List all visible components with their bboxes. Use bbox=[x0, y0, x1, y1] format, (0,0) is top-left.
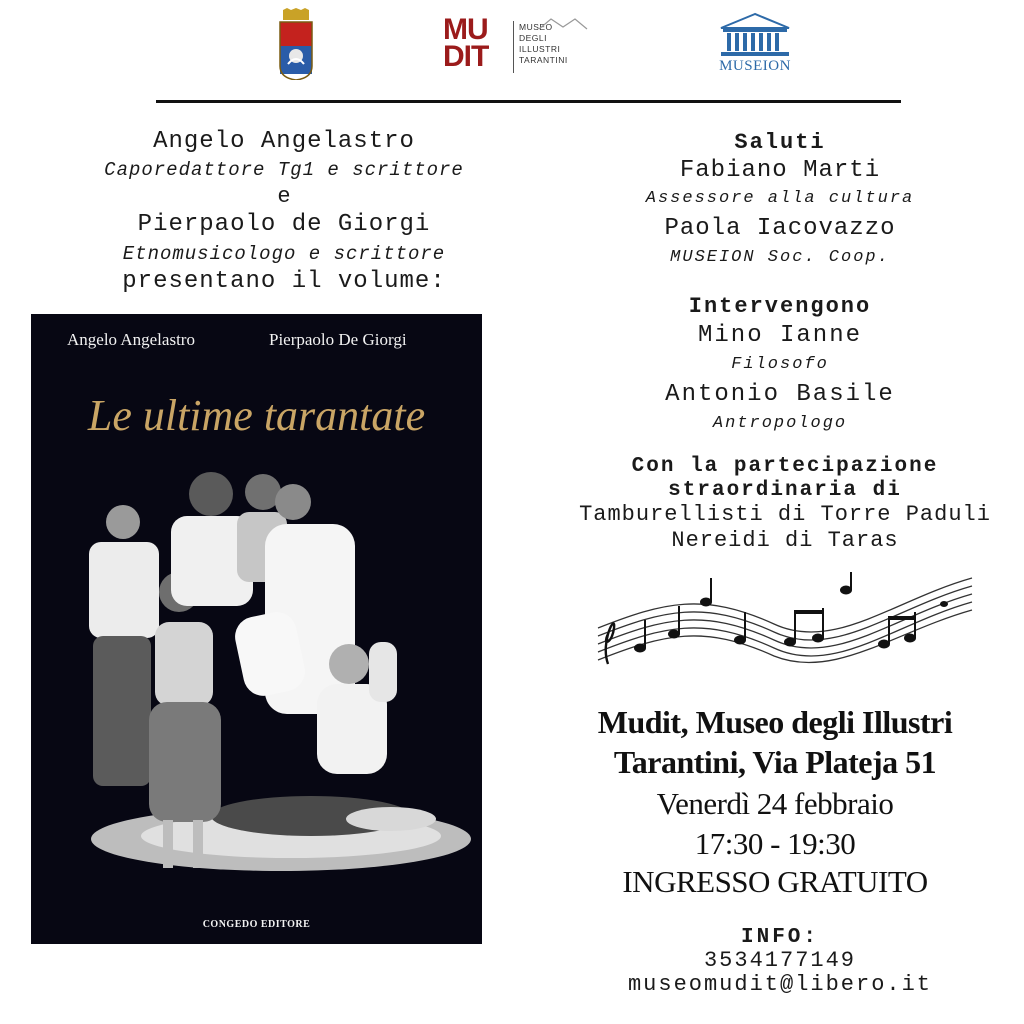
speaker2-name: Antonio Basile bbox=[665, 381, 895, 408]
event-time: 17:30 - 19:30 bbox=[694, 826, 856, 861]
speakers-heading: Intervengono bbox=[688, 294, 872, 319]
presenting-text: presentano il volume: bbox=[122, 268, 446, 295]
music-staff-icon bbox=[594, 572, 976, 682]
venue-line1: Mudit, Museo degli Illustri bbox=[597, 704, 953, 740]
speaker1-name: Mino Ianne bbox=[697, 322, 863, 349]
mudit-logo bbox=[443, 13, 589, 78]
temple-icon bbox=[713, 12, 797, 58]
guest2: Nereidi di Taras bbox=[671, 528, 899, 553]
info-phone: 3534177149 bbox=[703, 948, 857, 973]
info-label: INFO: bbox=[740, 926, 819, 949]
greet2-name: Paola Iacovazzo bbox=[664, 215, 896, 242]
guest-performers bbox=[560, 502, 1010, 554]
presenter2-role: Etnomusicologo e scrittore bbox=[122, 243, 446, 265]
greet1-name: Fabiano Marti bbox=[679, 157, 881, 184]
conjunction-text: e bbox=[277, 184, 291, 209]
presenter2-name: Pierpaolo de Giorgi bbox=[137, 211, 431, 238]
header-divider bbox=[156, 100, 901, 103]
museion-logo-text: MUSEION bbox=[719, 58, 791, 74]
mudit-logo-caption: MUSEO DEGLI ILLUSTRI TARANTINI bbox=[519, 22, 568, 65]
book-cover bbox=[31, 314, 482, 944]
cover-title: Le ultime tarantate bbox=[87, 391, 426, 440]
event-date: Venerdì 24 febbraio bbox=[656, 786, 894, 821]
guest1: Tamburellisti di Torre Paduli bbox=[579, 502, 991, 527]
presenter1-role: Caporedattore Tg1 e scrittore bbox=[104, 159, 464, 181]
museion-logo bbox=[713, 12, 797, 78]
special-participation-heading: Con la partecipazione straordinaria di bbox=[631, 455, 939, 502]
admission-text: INGRESSO GRATUITO bbox=[622, 864, 928, 899]
speaker2-role: Antropologo bbox=[712, 414, 848, 433]
comune-crest-logo bbox=[276, 8, 316, 80]
cover-author2: Pierpaolo De Giorgi bbox=[269, 330, 407, 349]
mudit-divider bbox=[513, 21, 514, 73]
presenter1-name: Angelo Angelastro bbox=[153, 128, 415, 155]
greet2-role: MUSEION Soc. Coop. bbox=[670, 248, 890, 267]
cover-photo-illustration bbox=[31, 454, 482, 914]
speaker1-role: Filosofo bbox=[731, 355, 829, 374]
greetings-heading: Saluti bbox=[734, 130, 826, 155]
mudit-roof-icon bbox=[539, 16, 589, 30]
info-email: museomudit@libero.it bbox=[627, 972, 933, 997]
venue-line2: Tarantini, Via Plateja 51 bbox=[613, 744, 937, 780]
cover-publisher: CONGEDO EDITORE bbox=[202, 919, 311, 930]
greet1-role: Assessore alla cultura bbox=[645, 189, 915, 208]
mudit-logo-letters: MU DIT bbox=[443, 13, 489, 73]
cover-author1: Angelo Angelastro bbox=[67, 330, 195, 349]
